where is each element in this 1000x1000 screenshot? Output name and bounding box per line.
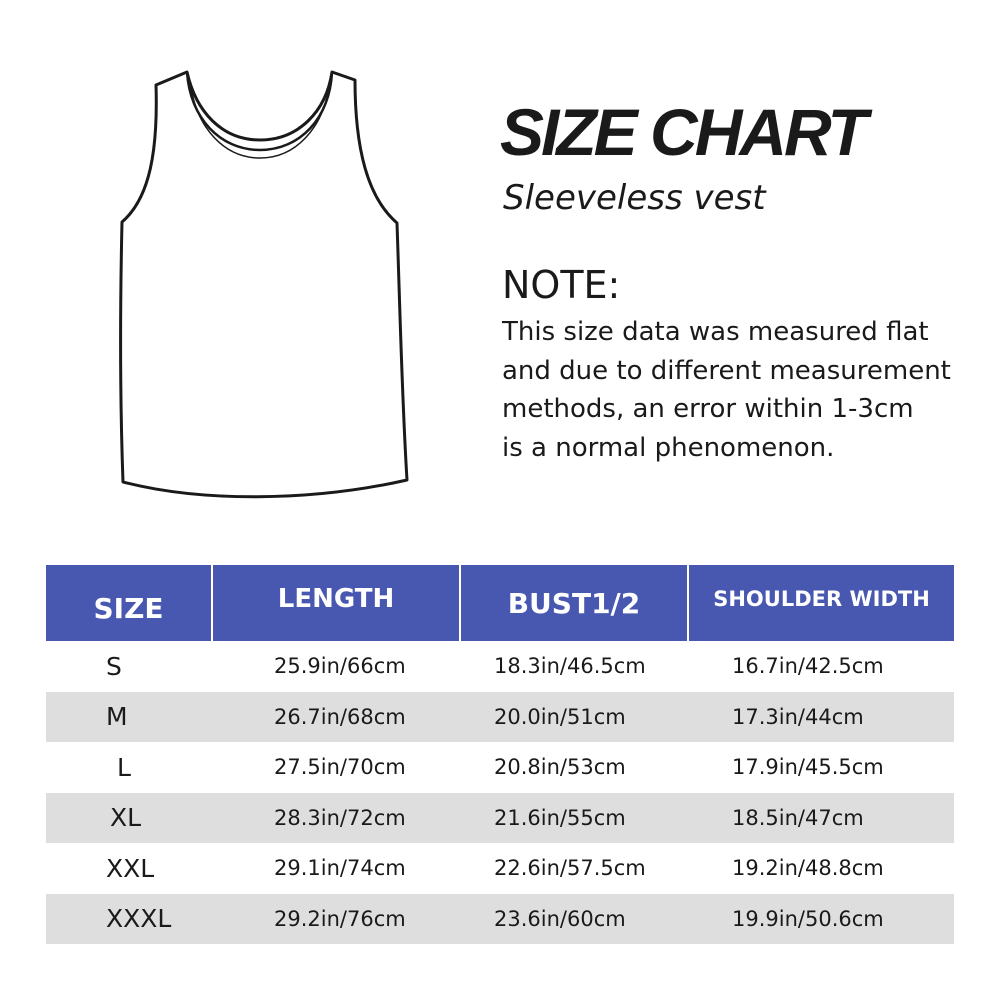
table-row [46,843,954,894]
size-cell: S [106,651,122,681]
page-subtitle: Sleeveless vest [503,178,766,218]
shoulder-cell: 18.5in/47cm [688,793,954,844]
note-line: is a normal phenomenon. [502,432,835,463]
bust-cell: 18.3in/46.5cm [494,654,646,679]
bust-cell: 22.6in/57.5cm [494,856,646,881]
table-row [46,793,954,844]
size-table [46,565,954,944]
table-header-row [46,565,954,641]
table-row [46,742,954,793]
table-row [46,692,954,743]
column-header-bust: BUST1/2 [460,565,688,641]
sleeveless-vest-icon [110,60,410,510]
column-header-size: SIZE [46,565,212,641]
bust-cell: 20.0in/51cm [460,692,688,743]
note-line: methods, an error within 1-3cm [502,394,914,424]
shoulder-cell: 19.2in/48.8cm [732,856,884,881]
length-cell: 25.9in/66cm [274,654,406,679]
bust-cell: 23.6in/60cm [460,894,688,945]
length-cell: 29.2in/76cm [212,894,460,945]
size-cell: L [117,752,131,782]
size-cell: XXXL [46,894,212,945]
bust-cell: 21.6in/55cm [460,793,688,844]
column-header-length: LENGTH [212,565,460,641]
table-row [46,641,954,692]
shoulder-cell: 16.7in/42.5cm [732,654,884,679]
size-cell: M [46,692,212,743]
length-cell: 29.1in/74cm [274,856,406,881]
shoulder-cell: 17.3in/44cm [688,692,954,743]
shoulder-cell: 17.9in/45.5cm [732,755,884,780]
note-heading: NOTE: [502,263,621,307]
bust-cell: 20.8in/53cm [494,755,626,780]
page-title: SIZE CHART [500,95,865,169]
length-cell: 26.7in/68cm [212,692,460,743]
note-body [502,313,972,467]
column-header-shoulder-width: SHOULDER WIDTH [688,565,954,641]
shoulder-cell: 19.9in/50.6cm [688,894,954,945]
note-line: and due to different measurement [502,355,951,386]
size-cell: XL [46,793,212,844]
size-cell: XXL [106,853,155,883]
table-row [46,894,954,945]
length-cell: 28.3in/72cm [212,793,460,844]
note-line: This size data was measured flat [502,317,929,347]
length-cell: 27.5in/70cm [274,755,406,780]
